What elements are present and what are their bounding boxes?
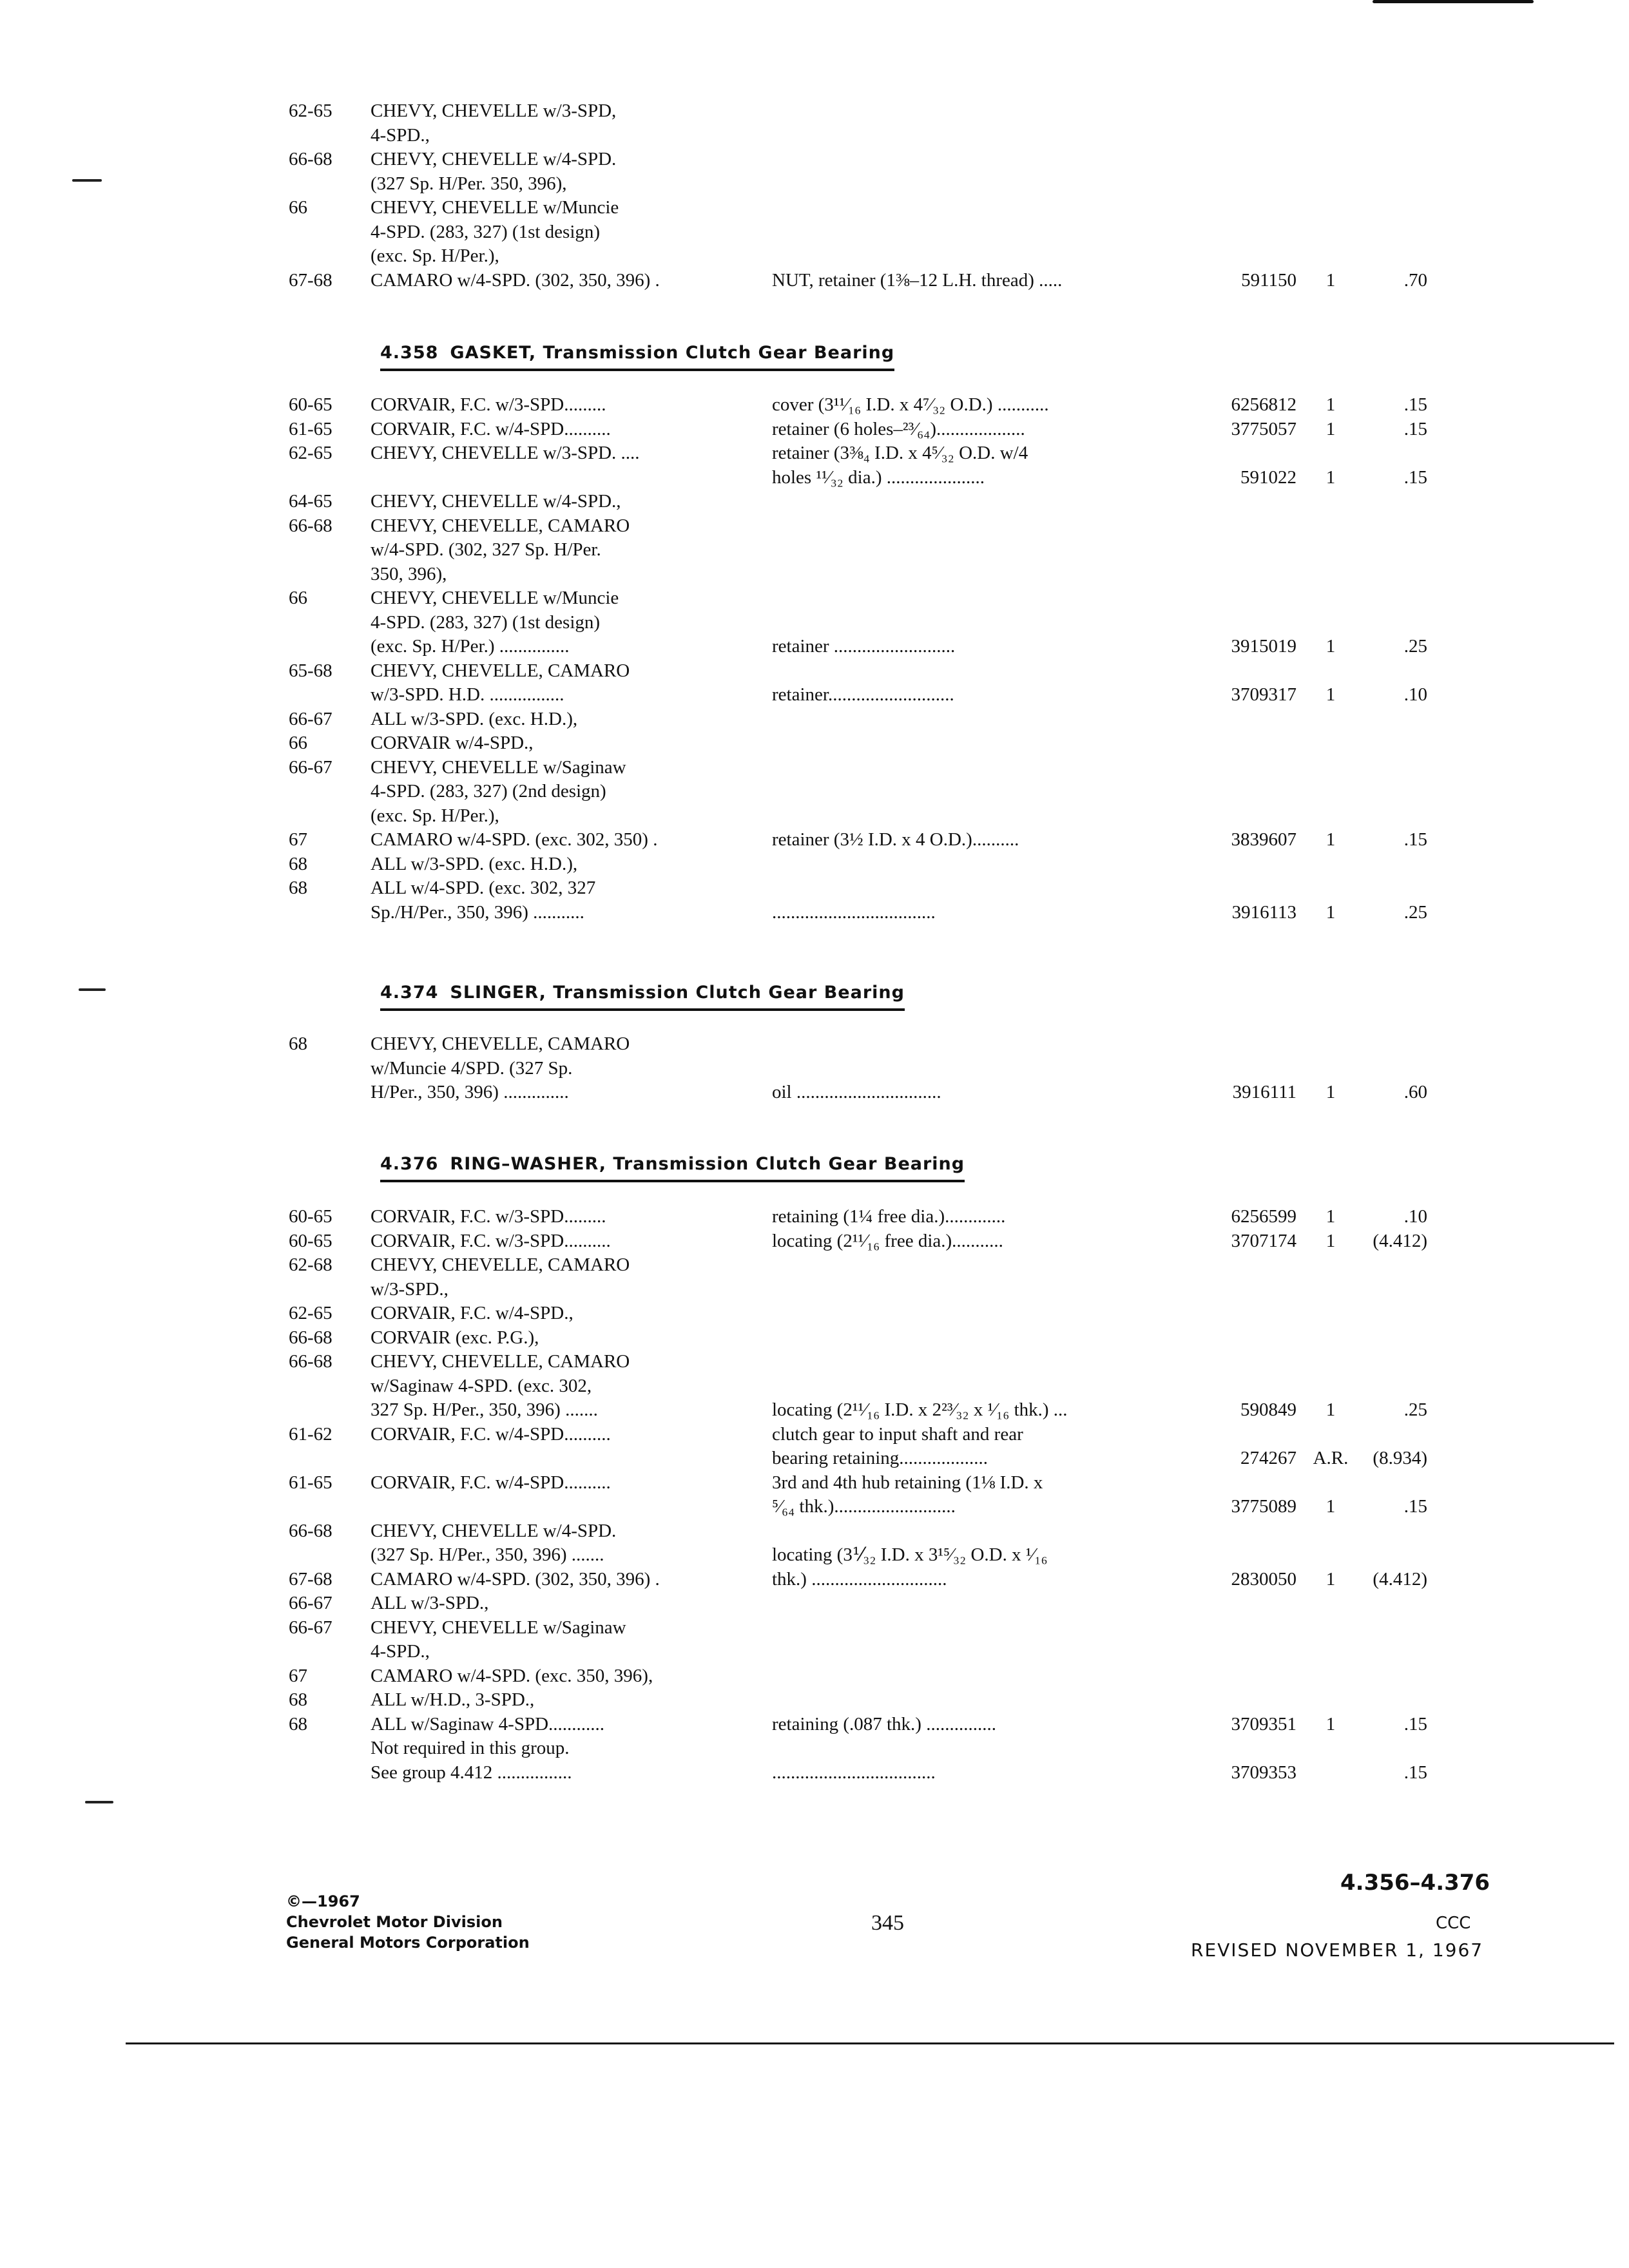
- corporation-name: General Motors Corporation: [286, 1934, 530, 1952]
- model: CORVAIR, F.C. w/4-SPD.,: [371, 1303, 574, 1323]
- model: 4-SPD. (283, 327) (2nd design): [371, 781, 606, 802]
- part-number: 274267: [1240, 1448, 1296, 1468]
- parts-row: [0, 1228, 1629, 1254]
- model: 4-SPD.,: [371, 1641, 430, 1662]
- price: .70: [1403, 269, 1427, 291]
- footer-publisher: [286, 1891, 530, 1953]
- part-number: 2830050: [1231, 1568, 1296, 1590]
- quantity: 1: [1325, 418, 1336, 439]
- parts-row: [0, 98, 1629, 124]
- model: (exc. Sp. H/Per.),: [371, 805, 499, 826]
- model: CORVAIR, F.C. w/4-SPD..........: [371, 1423, 611, 1445]
- part-number: 3916111: [1232, 1082, 1296, 1102]
- year: 62-65: [289, 101, 333, 121]
- revised-date: REVISED NOVEMBER 1, 1967: [1191, 1939, 1484, 1961]
- part-number: 6256599: [1231, 1206, 1296, 1227]
- year: 68: [289, 1713, 307, 1735]
- parts-row: [0, 585, 1629, 611]
- year: 60-65: [289, 394, 333, 415]
- model: w/4-SPD. (302, 327 Sp. H/Per.: [371, 539, 601, 560]
- group-range: 4.356–4.376: [1340, 1870, 1490, 1896]
- parts-row: [0, 488, 1629, 514]
- parts-row: [0, 1663, 1629, 1689]
- part-number: 3839607: [1231, 829, 1296, 850]
- parts-row: [0, 1687, 1629, 1713]
- model: CAMARO w/4-SPD. (302, 350, 396) .: [371, 269, 660, 291]
- quantity: 1: [1325, 1082, 1336, 1102]
- description: ⁵⁄₆₄ thk.)..........................: [772, 1496, 956, 1517]
- year: 67: [289, 829, 307, 850]
- description: retainer...........................: [772, 684, 954, 705]
- parts-row: [0, 195, 1629, 220]
- model: 350, 396),: [371, 563, 447, 584]
- description: cover (3¹¹⁄₁₆ I.D. x 4⁷⁄₃₂ O.D.) ...........: [772, 394, 1049, 415]
- price: .15: [1403, 1713, 1427, 1735]
- parts-row: [0, 1639, 1629, 1664]
- year: 68: [289, 1689, 307, 1710]
- parts-row: [0, 1079, 1629, 1105]
- quantity: 1: [1325, 1399, 1336, 1420]
- division-name: Chevrolet Motor Division: [286, 1913, 503, 1931]
- year: 62-65: [289, 1303, 333, 1323]
- page-number: 345: [871, 1911, 904, 1935]
- description: retainer (3½ I.D. x 4 O.D.)..........: [772, 829, 1019, 850]
- parts-row: [0, 219, 1629, 245]
- model: w/3-SPD. H.D. ................: [371, 684, 564, 705]
- price: .60: [1403, 1082, 1427, 1102]
- model: ALL w/3-SPD. (exc. H.D.),: [371, 853, 578, 874]
- year: 62-65: [289, 443, 333, 463]
- section-title-4358: [380, 339, 894, 371]
- parts-row: [0, 875, 1629, 901]
- year: 67-68: [289, 1568, 333, 1590]
- catalog-code: CCC: [1436, 1914, 1471, 1933]
- parts-row: [0, 537, 1629, 562]
- description: locating (3⅟₃₂ I.D. x 3¹⁵⁄₃₂ O.D. x ¹⁄₁₆: [772, 1544, 1048, 1565]
- quantity: 1: [1325, 1713, 1336, 1735]
- model: 4-SPD.,: [371, 124, 430, 146]
- description: clutch gear to input shaft and rear: [772, 1423, 1023, 1445]
- parts-row: [0, 1470, 1629, 1495]
- quantity: A.R.: [1313, 1448, 1349, 1468]
- parts-row: [0, 1373, 1629, 1399]
- model: w/Muncie 4/SPD. (327 Sp.: [371, 1057, 573, 1079]
- year: 64-65: [289, 491, 333, 512]
- description: thk.) .............................: [772, 1568, 947, 1590]
- year: 66-67: [289, 708, 333, 729]
- part-number: 3709351: [1231, 1713, 1296, 1735]
- model: ALL w/3-SPD. (exc. H.D.),: [371, 708, 578, 729]
- section-heading: GASKET, Transmission Clutch Gear Bearing: [450, 343, 895, 363]
- model: CHEVY, CHEVELLE w/3-SPD. ....: [371, 443, 640, 463]
- year: 62-68: [289, 1254, 333, 1275]
- quantity: 1: [1325, 394, 1336, 415]
- year: 66: [289, 197, 307, 218]
- model: See group 4.412 ................: [371, 1762, 572, 1783]
- price: (4.412): [1373, 1230, 1427, 1251]
- model: 327 Sp. H/Per., 350, 396) .......: [371, 1399, 598, 1420]
- part-number: 6256812: [1231, 394, 1296, 415]
- part-number: 3707174: [1231, 1230, 1296, 1251]
- section-number: 4.376: [380, 1154, 439, 1174]
- model: 4-SPD. (283, 327) (1st design): [371, 221, 601, 242]
- section-heading: SLINGER, Transmission Clutch Gear Bearing: [450, 983, 905, 1003]
- price: .15: [1403, 1496, 1427, 1517]
- year: 68: [289, 1033, 307, 1054]
- model: CHEVY, CHEVELLE, CAMARO: [371, 1254, 630, 1275]
- parts-row: [0, 1735, 1629, 1761]
- model: CORVAIR, F.C. w/4-SPD..........: [371, 1472, 611, 1493]
- parts-row: [0, 1055, 1629, 1081]
- parts-row: [0, 658, 1629, 684]
- parts-row: [0, 267, 1629, 293]
- model: (327 Sp. H/Per., 350, 396) .......: [371, 1544, 604, 1565]
- year: 61-65: [289, 1472, 333, 1493]
- price: .15: [1403, 394, 1427, 415]
- price: .25: [1403, 1399, 1427, 1420]
- parts-row: [0, 827, 1629, 852]
- parts-row: [0, 682, 1629, 707]
- price: .25: [1403, 636, 1427, 657]
- year: 66-67: [289, 1593, 333, 1613]
- parts-row: [0, 1590, 1629, 1616]
- price: .15: [1403, 418, 1427, 439]
- part-number: 3775089: [1231, 1496, 1296, 1517]
- model: CHEVY, CHEVELLE w/Muncie: [371, 588, 619, 608]
- parts-row: [0, 392, 1629, 418]
- model: ALL w/4-SPD. (exc. 302, 327: [371, 878, 596, 898]
- parts-row: [0, 1445, 1629, 1471]
- parts-row: [0, 730, 1629, 756]
- quantity: 1: [1325, 636, 1336, 657]
- part-number: 591022: [1240, 466, 1296, 488]
- parts-row: [0, 1349, 1629, 1374]
- quantity: 1: [1325, 1496, 1336, 1517]
- part-number: 3916113: [1231, 901, 1296, 923]
- model: H/Per., 350, 396) ..............: [371, 1082, 569, 1102]
- section-number: 4.374: [380, 983, 439, 1003]
- model: CORVAIR, F.C. w/3-SPD..........: [371, 1230, 611, 1251]
- model: CHEVY, CHEVELLE w/Saginaw: [371, 1617, 626, 1638]
- price: .15: [1403, 829, 1427, 850]
- model: CHEVY, CHEVELLE w/4-SPD.,: [371, 491, 621, 512]
- parts-row: [0, 754, 1629, 780]
- quantity: 1: [1325, 1206, 1336, 1227]
- quantity: 1: [1325, 684, 1336, 705]
- year: 66: [289, 588, 307, 608]
- model: CHEVY, CHEVELLE w/4-SPD.: [371, 149, 617, 169]
- year: 67-68: [289, 269, 333, 291]
- parts-row: [0, 851, 1629, 877]
- year: 68: [289, 878, 307, 898]
- binding-mark: [79, 988, 106, 991]
- description: retainer ..........................: [772, 636, 956, 657]
- model: ALL w/H.D., 3-SPD.,: [371, 1689, 535, 1710]
- year: 60-65: [289, 1230, 333, 1251]
- parts-row: [0, 1566, 1629, 1592]
- part-number: 3709353: [1231, 1762, 1296, 1783]
- parts-row: [0, 1204, 1629, 1229]
- parts-row: [0, 416, 1629, 442]
- year: 66-68: [289, 1327, 333, 1348]
- model: (exc. Sp. H/Per.) ...............: [371, 636, 570, 657]
- model: CAMARO w/4-SPD. (exc. 350, 396),: [371, 1665, 653, 1686]
- year: 66-67: [289, 756, 333, 778]
- parts-row: [0, 146, 1629, 172]
- description: bearing retaining...................: [772, 1448, 988, 1468]
- parts-row: [0, 899, 1629, 925]
- description: retainer (3⅜₄ I.D. x 4⁵⁄₃₂ O.D. w/4: [772, 443, 1028, 463]
- year: 66-68: [289, 149, 333, 169]
- description: ...................................: [772, 901, 936, 923]
- model: CHEVY, CHEVELLE, CAMARO: [371, 1033, 630, 1054]
- description: 3rd and 4th hub retaining (1⅛ I.D. x: [772, 1472, 1043, 1493]
- description: NUT, retainer (1⅜–12 L.H. thread) .....: [772, 269, 1063, 291]
- parts-row: [0, 1276, 1629, 1302]
- parts-row: [0, 243, 1629, 269]
- model: (327 Sp. H/Per. 350, 396),: [371, 173, 567, 194]
- year: 68: [289, 853, 307, 874]
- model: (exc. Sp. H/Per.),: [371, 245, 499, 266]
- model: CHEVY, CHEVELLE, CAMARO: [371, 660, 630, 681]
- year: 67: [289, 1665, 307, 1686]
- parts-row: [0, 513, 1629, 539]
- quantity: 1: [1325, 1568, 1336, 1590]
- parts-row: [0, 122, 1629, 148]
- year: 66-68: [289, 1351, 333, 1372]
- quantity: 1: [1325, 901, 1336, 923]
- top-right-edge-mark: [1373, 0, 1534, 3]
- parts-row: [0, 1760, 1629, 1785]
- model: CHEVY, CHEVELLE w/3-SPD,: [371, 101, 617, 121]
- quantity: 1: [1325, 466, 1336, 488]
- parts-row: [0, 778, 1629, 804]
- price: .15: [1403, 1762, 1427, 1783]
- model: CHEVY, CHEVELLE, CAMARO: [371, 515, 630, 536]
- model: 4-SPD. (283, 327) (1st design): [371, 611, 601, 633]
- model: CAMARO w/4-SPD. (302, 350, 396) .: [371, 1568, 660, 1590]
- price: .25: [1403, 901, 1427, 923]
- year: 66: [289, 733, 307, 753]
- price: .15: [1403, 466, 1427, 488]
- model: Not required in this group.: [371, 1738, 570, 1758]
- year: 61-65: [289, 418, 333, 439]
- section-title-4376: [380, 1150, 965, 1182]
- model: CORVAIR, F.C. w/3-SPD.........: [371, 394, 606, 415]
- description: locating (2¹¹⁄₁₆ I.D. x 2²³⁄₃₂ x ¹⁄₁₆ thk.) ...: [772, 1399, 1068, 1420]
- year: 60-65: [289, 1206, 333, 1227]
- parts-row: [0, 171, 1629, 197]
- parts-row: [0, 440, 1629, 466]
- description: holes ¹¹⁄₃₂ dia.) .....................: [772, 466, 985, 488]
- parts-row: [0, 1252, 1629, 1278]
- model: CHEVY, CHEVELLE w/Muncie: [371, 197, 619, 218]
- parts-row: [0, 1397, 1629, 1423]
- description: locating (2¹¹⁄₁₆ free dia.)...........: [772, 1230, 1003, 1251]
- model: CORVAIR, F.C. w/3-SPD.........: [371, 1206, 606, 1227]
- quantity: 1: [1325, 829, 1336, 850]
- model: ALL w/Saginaw 4-SPD............: [371, 1713, 605, 1735]
- year: 66-68: [289, 1520, 333, 1541]
- year: 66-67: [289, 1617, 333, 1638]
- price: .10: [1403, 1206, 1427, 1227]
- part-number: 3709317: [1231, 684, 1296, 705]
- binding-mark: [85, 1801, 113, 1803]
- model: CAMARO w/4-SPD. (exc. 302, 350) .: [371, 829, 658, 850]
- copyright: ©—1967: [286, 1892, 360, 1910]
- year: 66-68: [289, 515, 333, 536]
- parts-row: [0, 465, 1629, 490]
- year: 61-62: [289, 1423, 333, 1445]
- parts-row: [0, 561, 1629, 587]
- parts-row: [0, 706, 1629, 732]
- part-number: 591150: [1241, 269, 1296, 291]
- parts-row: [0, 1518, 1629, 1544]
- description: oil ...............................: [772, 1082, 941, 1102]
- quantity: 1: [1325, 1230, 1336, 1251]
- model: CHEVY, CHEVELLE w/4-SPD.: [371, 1520, 617, 1541]
- parts-row: [0, 1421, 1629, 1447]
- model: CHEVY, CHEVELLE, CAMARO: [371, 1351, 630, 1372]
- parts-row: [0, 1711, 1629, 1737]
- quantity: 1: [1325, 269, 1336, 291]
- description: retaining (.087 thk.) ...............: [772, 1713, 996, 1735]
- parts-row: [0, 1615, 1629, 1640]
- price: .10: [1403, 684, 1427, 705]
- model: Sp./H/Per., 350, 396) ...........: [371, 901, 584, 923]
- part-number: 3775057: [1231, 418, 1296, 439]
- parts-row: [0, 610, 1629, 635]
- parts-row: [0, 1542, 1629, 1568]
- model: CORVAIR w/4-SPD.,: [371, 733, 534, 753]
- parts-row: [0, 633, 1629, 659]
- parts-row: [0, 803, 1629, 829]
- description: retaining (1¼ free dia.).............: [772, 1206, 1006, 1227]
- model: w/3-SPD.,: [371, 1278, 448, 1300]
- model: w/Saginaw 4-SPD. (exc. 302,: [371, 1375, 592, 1396]
- model: CORVAIR, F.C. w/4-SPD..........: [371, 418, 611, 439]
- part-number: 590849: [1240, 1399, 1296, 1420]
- model: CORVAIR (exc. P.G.),: [371, 1327, 539, 1348]
- price: (8.934): [1373, 1448, 1427, 1468]
- parts-row: [0, 1300, 1629, 1326]
- bottom-rule: [126, 2042, 1614, 2044]
- model: ALL w/3-SPD.,: [371, 1593, 489, 1613]
- description: retainer (6 holes–²³⁄₆₄)...................: [772, 418, 1025, 439]
- model: CHEVY, CHEVELLE w/Saginaw: [371, 756, 626, 778]
- binding-mark: [72, 179, 102, 182]
- parts-row: [0, 1325, 1629, 1350]
- section-number: 4.358: [380, 343, 439, 363]
- section-heading: RING–WASHER, Transmission Clutch Gear Bearing: [450, 1154, 965, 1174]
- parts-row: [0, 1494, 1629, 1519]
- section-title-4374: [380, 979, 905, 1011]
- year: 65-68: [289, 660, 333, 681]
- price: (4.412): [1373, 1568, 1427, 1590]
- parts-row: [0, 1031, 1629, 1057]
- description: ...................................: [772, 1762, 936, 1783]
- part-number: 3915019: [1231, 636, 1296, 657]
